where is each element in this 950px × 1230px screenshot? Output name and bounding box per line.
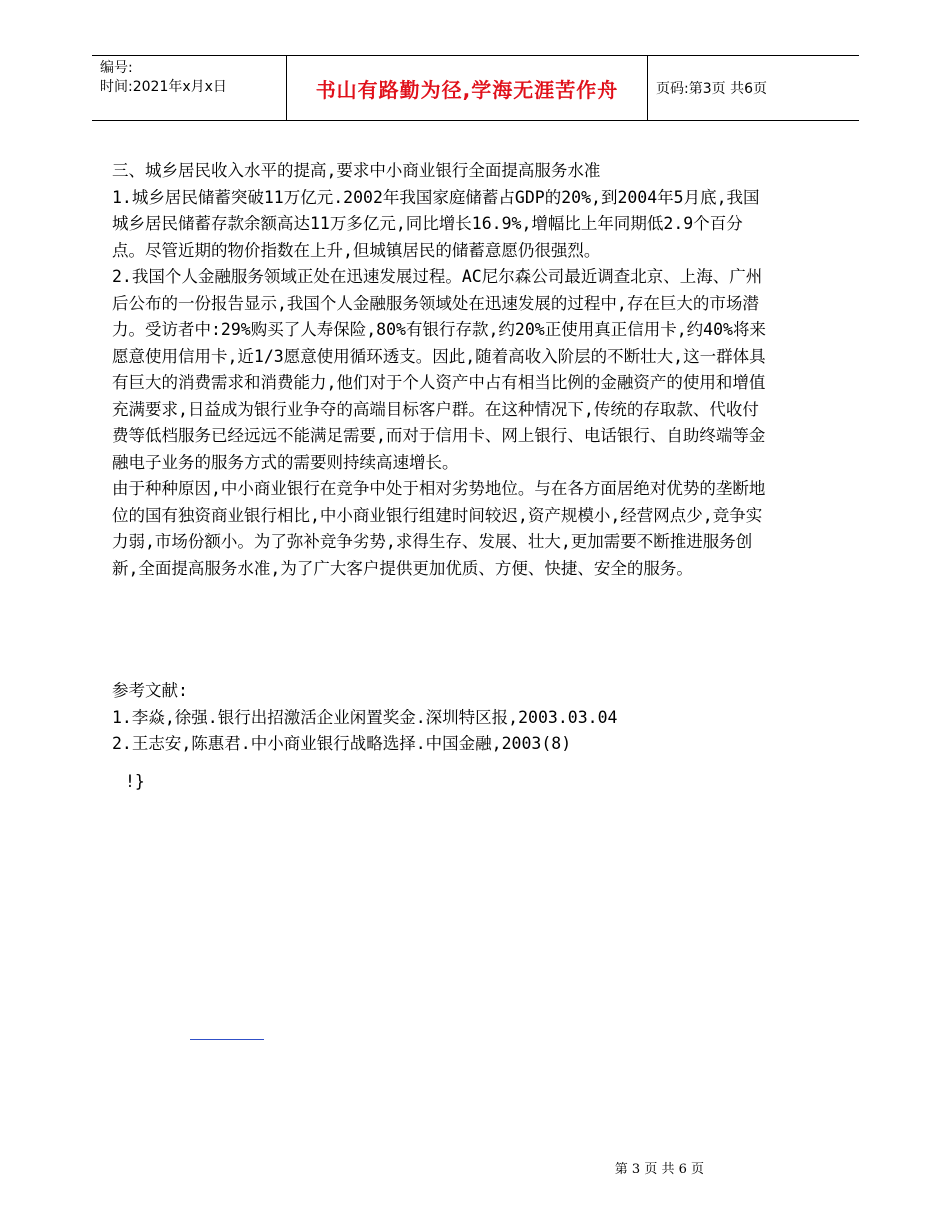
footer-page-number: 第 3 页 共 6 页 [614,1162,704,1177]
reference-item: 1.李焱,徐强.银行出招激活企业闲置奖金.深圳特区报,2003.03.04 [112,707,618,727]
reference-item: 2.王志安,陈惠君.中小商业银行战略选择.中国金融,2003(8) [112,734,572,753]
document-number-label: 编号: [100,60,133,76]
header-table [92,55,859,121]
body-paragraph: 1.城乡居民储蓄突破11万亿元.2002年我国家庭储蓄占GDP的20%,到2004年5月底,我国城乡居民储蓄存款余额高达11万多亿元,同比增长16.9%,增幅比上年同期低2.9个百分点。尽管近期的物价指数在上升,但城镇居民的储蓄意愿仍很强烈。 [112,187,760,260]
article-body [112,158,772,582]
body-paragraph: 由于种种原因,中小商业银行在竞争中处于相对劣势地位。与在各方面居绝对优势的垄断地位的国有独资商业银行相比,中小商业银行组建时间较迟,资产规模小,经营网点少,竞争实力弱,市场份额小。为了弥补竞争劣势,求得生存、发展、壮大,更加需要不断推进服务创新,全面提高服务水准,为了广大客户提供更加优质、方便、快捷、安全的服务。 [112,479,766,578]
references-title: 参考文献: [112,681,188,700]
document-time-label: 时间:2021年x月x日 [100,79,227,95]
header-motto: 书山有路勤为径,学海无涯苦作舟 [315,77,619,102]
body-paragraph: 2.我国个人金融服务领域正处在迅速发展过程。AC尼尔森公司最近调查北京、上海、广州后公布的一份报告显示,我国个人金融服务领域处在迅速发展的过程中,存在巨大的市场潜力。受访者中:29%购买了人寿保险,80%有银行存款,约20%正使用真正信用卡,约40%将来愿意使用信用卡,近1/3愿意使用循环透支。因此,随着高收入阶层的不断壮大,这一群体具有巨大的消费需求和消费能力,他们对于个人资产中占有相当比例的金融资产的使用和增值充满要求,日益成为银行业争夺的高端目标客户群。在这种情况下,传统的存取款、代收付费等低档服务已经远远不能满足需要,而对于信用卡、网上银行、电话银行、自助终端等金融电子业务的服务方式的需要则持续高速增长。 [112,267,766,472]
underline-mark [190,1039,264,1040]
stray-text: !} [125,772,145,791]
references-section [112,678,792,758]
header-meta [92,56,286,120]
header-page-number: 页码:第3页 共6页 [656,81,767,97]
section-heading: 三、城乡居民收入水平的提高,要求中小商业银行全面提高服务水准 [112,161,601,180]
